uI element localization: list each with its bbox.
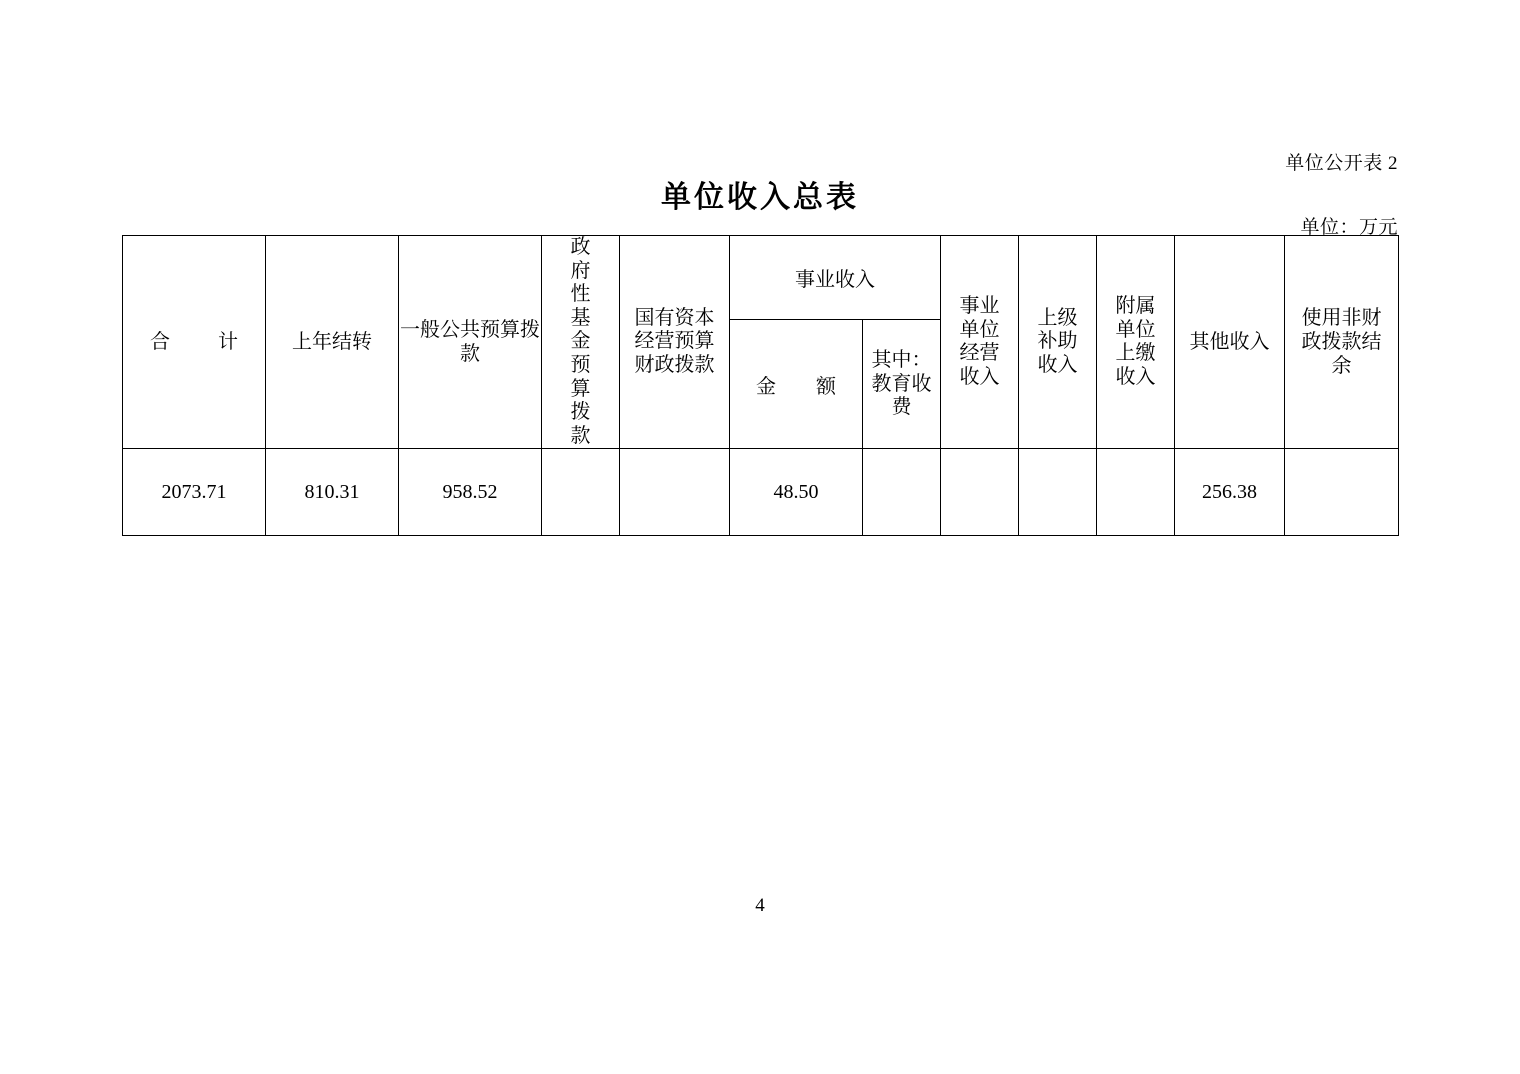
table-row xyxy=(123,449,1399,536)
header-cell-carryover xyxy=(266,236,399,449)
header-label-superior-subsidy-income: 上级补助收入 xyxy=(1037,306,1078,376)
header-label-business-income-education-fee: 其中：教育收费 xyxy=(871,348,932,419)
cell-business-income-amount: 48.50 xyxy=(730,449,863,536)
page-title: 单位收入总表 xyxy=(661,181,859,214)
header-label-total: 合 计 xyxy=(150,330,252,353)
header-label-other-income: 其他收入 xyxy=(1189,330,1270,353)
header-cell-government-fund-budget xyxy=(542,236,620,449)
header-cell-business-income-education-fee xyxy=(863,320,941,449)
header-cell-superior-subsidy-income xyxy=(1019,236,1097,449)
header-label-general-public-budget: 一般公共预算拨款 xyxy=(400,318,540,366)
table-header-row-1 xyxy=(123,236,1399,320)
header-cell-general-public-budget xyxy=(399,236,542,449)
header-label-affiliated-unit-remittance: 附属单位上缴收入 xyxy=(1115,294,1156,388)
cell-other-income: 256.38 xyxy=(1175,449,1285,536)
unit-of-measure-label: 单位：万元 xyxy=(1300,217,1398,238)
header-label-business-operating-income: 事业单位经营收入 xyxy=(959,294,1000,388)
cell-state-capital-budget xyxy=(620,449,730,536)
header-cell-other-income xyxy=(1175,236,1285,449)
header-cell-business-income-group xyxy=(730,236,941,320)
header-cell-total xyxy=(123,236,266,449)
cell-carryover: 810.31 xyxy=(266,449,399,536)
cell-superior-subsidy-income xyxy=(1019,449,1097,536)
header-label-business-income-amount: 金 额 xyxy=(756,375,846,398)
cell-total: 2073.71 xyxy=(123,449,266,536)
page-number: 4 xyxy=(755,895,765,916)
header-label-use-non-fiscal-surplus: 使用非财政拨款结余 xyxy=(1301,306,1382,378)
header-cell-business-income-amount xyxy=(730,320,863,449)
cell-business-operating-income xyxy=(941,449,1019,536)
header-cell-state-capital-budget xyxy=(620,236,730,449)
income-summary-table xyxy=(122,235,1399,536)
header-label-state-capital-budget: 国有资本经营预算财政拨款 xyxy=(634,306,715,376)
cell-use-non-fiscal-surplus xyxy=(1285,449,1399,536)
header-label-business-income: 事业收入 xyxy=(795,269,875,292)
header-label-government-fund-budget: 政府性基金预算拨款 xyxy=(570,236,591,447)
header-label-carryover: 上年结转 xyxy=(292,330,372,353)
cell-business-income-education-fee xyxy=(863,449,941,536)
header-cell-affiliated-unit-remittance xyxy=(1097,236,1175,449)
header-cell-business-operating-income xyxy=(941,236,1019,449)
header-cell-use-non-fiscal-surplus xyxy=(1285,236,1399,449)
cell-government-fund-budget xyxy=(542,449,620,536)
cell-affiliated-unit-remittance xyxy=(1097,449,1175,536)
form-code-label: 单位公开表 2 xyxy=(1285,153,1398,174)
cell-general-public-budget: 958.52 xyxy=(399,449,542,536)
